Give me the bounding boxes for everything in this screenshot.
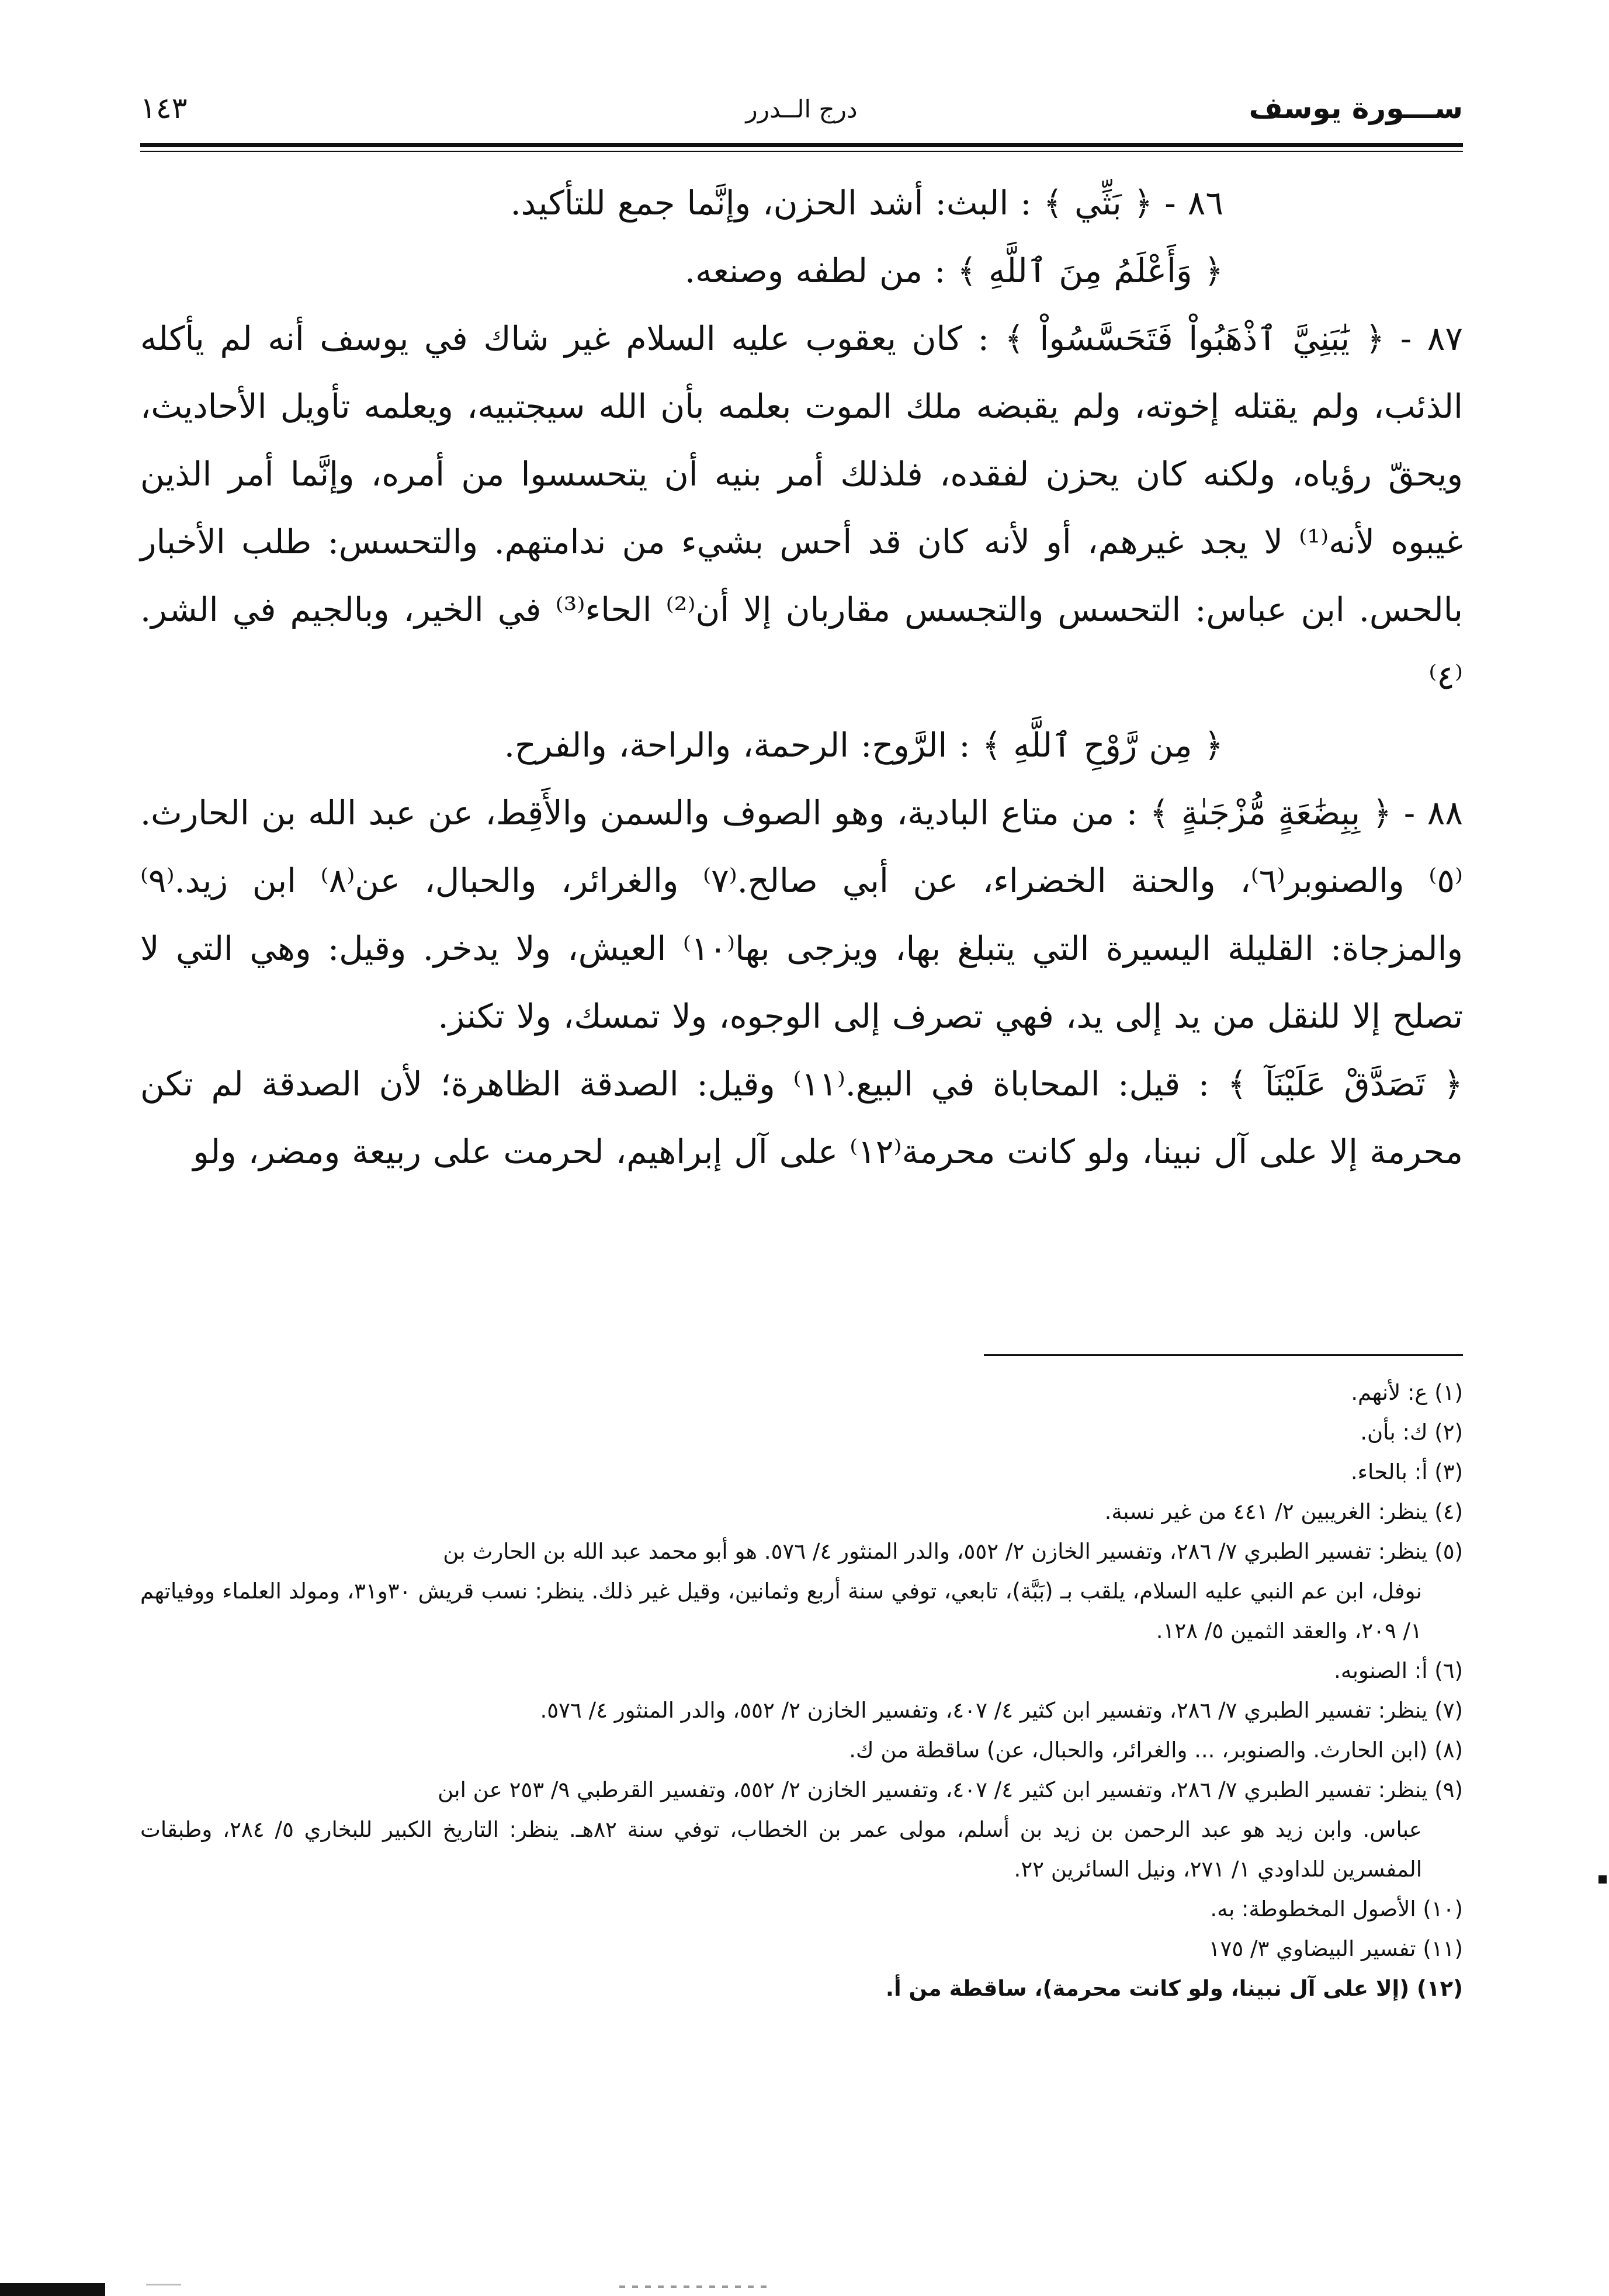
footnote-text: (٧) ينظر: تفسير الطبري ٧/ ٢٨٦، وتفسير ابن كثير ٤/ ٤٠٧، وتفسير الخازن ٢/ ٥٥٢، والدر المنثور ٤/ ٥٧٦. [540, 1698, 1463, 1723]
footnote-text: (٥) ينظر: تفسير الطبري ٧/ ٢٨٦، وتفسير الخازن ٢/ ٥٥٢، والدر المنثور ٤/ ٥٧٦. هو أبو محمد عبد الله بن الحارث بن [443, 1539, 1463, 1564]
surah-title: ســـورة يوسف [1249, 91, 1463, 125]
footnote-continuation: عباس. وابن زيد هو عبد الرحمن بن زيد بن أسلم، مولى عمر بن الخطاب، توفي سنة ٨٢هـ. ينظر: التاريخ الكبير للبخاري ٥/ ٢٨٤، وطبقات المفسرين للداودي ١/ ٢٧١، ونيل السائرين ٢٢. [140, 1817, 1422, 1882]
book-title: درج الــدرر [745, 95, 858, 123]
footnote-11 [140, 1929, 1463, 1969]
footnote-text: (١) ع: لأنهم. [1351, 1380, 1463, 1405]
footnote-text: (٤) ينظر: الغريبين ٢/ ٤٤١ من غير نسبة. [1104, 1499, 1463, 1524]
running-header [140, 88, 1463, 140]
paragraph-verse-87: ٨٧ - ﴿ يَٰبَنِيَّ ٱذْهَبُواْ فَتَحَسَّسُواْ ﴾ : كان يعقوب عليه السلام غير شاك في يوسف أنه لم يأكله الذئب، ولم يقتله إخوته، ولم يقبضه ملك الموت بعلمه بأن الله سيجتبيه، ويعلمه تأويل الأحاديث، ويحقّ رؤياه، ولكنه كان يحزن لفقده، فلذلك أمر بنيه أن يتحسسوا من أمره، وإنَّما أمر الذين غيبوه لأنه⁽¹⁾ لا يجد غيرهم، أو لأنه كان قد أحس بشيء من ندامتهم. والتحسس: طلب الأخبار بالحس. ابن عباس: التحسس والتجسس مقاربان إلا أن⁽²⁾ الحاء⁽³⁾ في الخير، وبالجيم في الشر.⁽٤⁾ [140, 320, 1463, 697]
footnote-1 [140, 1373, 1463, 1413]
footnote-2 [140, 1413, 1463, 1452]
header-rule-thick [140, 143, 1463, 147]
footnote-text: (٩) ينظر: تفسير الطبري ٧/ ٢٨٦، وتفسير ابن كثير ٤/ ٤٠٧، وتفسير الخازن ٢/ ٥٥٢، وتفسير القرطبي ٩/ ٢٥٣ عن ابن [438, 1777, 1463, 1802]
paragraph-verse-88: ٨٨ - ﴿ بِبِضَٰعَةٍ مُّزْجَىٰةٍ ﴾ : من متاع البادية، وهو الصوف والسمن والأَقِط، عن عبد الله بن الحارث.⁽٥⁾ والصنوبر⁽٦⁾، والحنة الخضراء، عن أبي صالح.⁽٧⁾ والغرائر، والحبال، عن⁽٨⁾ ابن زيد.⁽٩⁾ والمزجاة: القليلة اليسيرة التي يتبلغ بها، ويزجى بها⁽١٠⁾ العيش، ولا يدخر. وقيل: وهي التي لا تصلح إلا للنقل من يد إلى يد، فهي تصرف إلى الوجوه، ولا تمسك، ولا تكنز. [140, 794, 1463, 1036]
header-rule-thin [140, 151, 1463, 152]
footnote-text: (١٢) (إلا على آل نبينا، ولو كانت محرمة)، ساقطة من أ. [885, 1976, 1463, 2001]
footnote-3 [140, 1452, 1463, 1492]
footnote-5 [140, 1532, 1463, 1651]
footnote-text: (١٠) الأصول المخطوطة: به. [1210, 1896, 1463, 1922]
footnote-7 [140, 1691, 1463, 1730]
main-text [140, 169, 1463, 1186]
footnote-4 [140, 1492, 1463, 1532]
footnote-10 [140, 1889, 1463, 1929]
paragraph-verse-88-second: ﴿ تَصَدَّقْ عَلَيْنَآ ﴾ : قيل: المحاباة في البيع.⁽١١⁾ وقيل: الصدقة الظاهرة؛ لأن الصدقة لم تكن محرمة إلا على آل نبينا، ولو كانت محرمة⁽١٢⁾ على آل إبراهيم، لحرمت على ربيعة ومضر، ولو [140, 1065, 1463, 1171]
footnote-text: (١١) تفسير البيضاوي ٣/ ١٧٥ [1208, 1936, 1463, 1961]
footnote-9 [140, 1770, 1463, 1889]
footnote-text: (٦) أ: الصنوبه. [1334, 1658, 1463, 1683]
scan-bottom-bar [0, 2283, 105, 2296]
footnote-text: (٨) (ابن الحارث. والصنوبر، ... والغرائر، والحبال، عن) ساقطة من ك. [849, 1737, 1463, 1763]
scan-bleed-mark [619, 2285, 771, 2288]
footnote-12 [140, 1969, 1463, 2009]
footnote-text: (٣) أ: بالحاء. [1350, 1459, 1463, 1485]
paragraph-verse-86-second: ﴿ وَأَعْلَمُ مِنَ ٱللَّهِ ﴾ : من لطفه وصنعه. [685, 252, 1223, 290]
footnote-8 [140, 1730, 1463, 1770]
footnote-6 [140, 1651, 1463, 1691]
footnote-text: (٢) ك: بأن. [1360, 1420, 1463, 1445]
scan-bleed-mark [146, 2284, 181, 2285]
footnote-separator [984, 1354, 1463, 1356]
footnotes [140, 1373, 1463, 2009]
paragraph-verse-87-second: ﴿ مِن رَّوْحِ ٱللَّهِ ﴾ : الرَّوح: الرحمة، والراحة، والفرح. [504, 726, 1223, 765]
paragraph-verse-86: ٨٦ - ﴿ بَثِّي ﴾ : البث: أشد الحزن، وإنَّما جمع للتأكيد. [510, 184, 1223, 223]
scan-edge-mark [1598, 1875, 1607, 1884]
page-number: ١٤٣ [140, 91, 188, 125]
footnote-continuation: نوفل، ابن عم النبي عليه السلام، يلقب بـ (بَبَّة)، تابعي، توفي سنة أربع وثمانين، وقيل غير ذلك. ينظر: نسب قريش ٣٠و٣١، ومولد العلماء ووفياتهم ١/ ٢٠٩، والعقد الثمين ٥/ ١٢٨. [140, 1579, 1422, 1643]
